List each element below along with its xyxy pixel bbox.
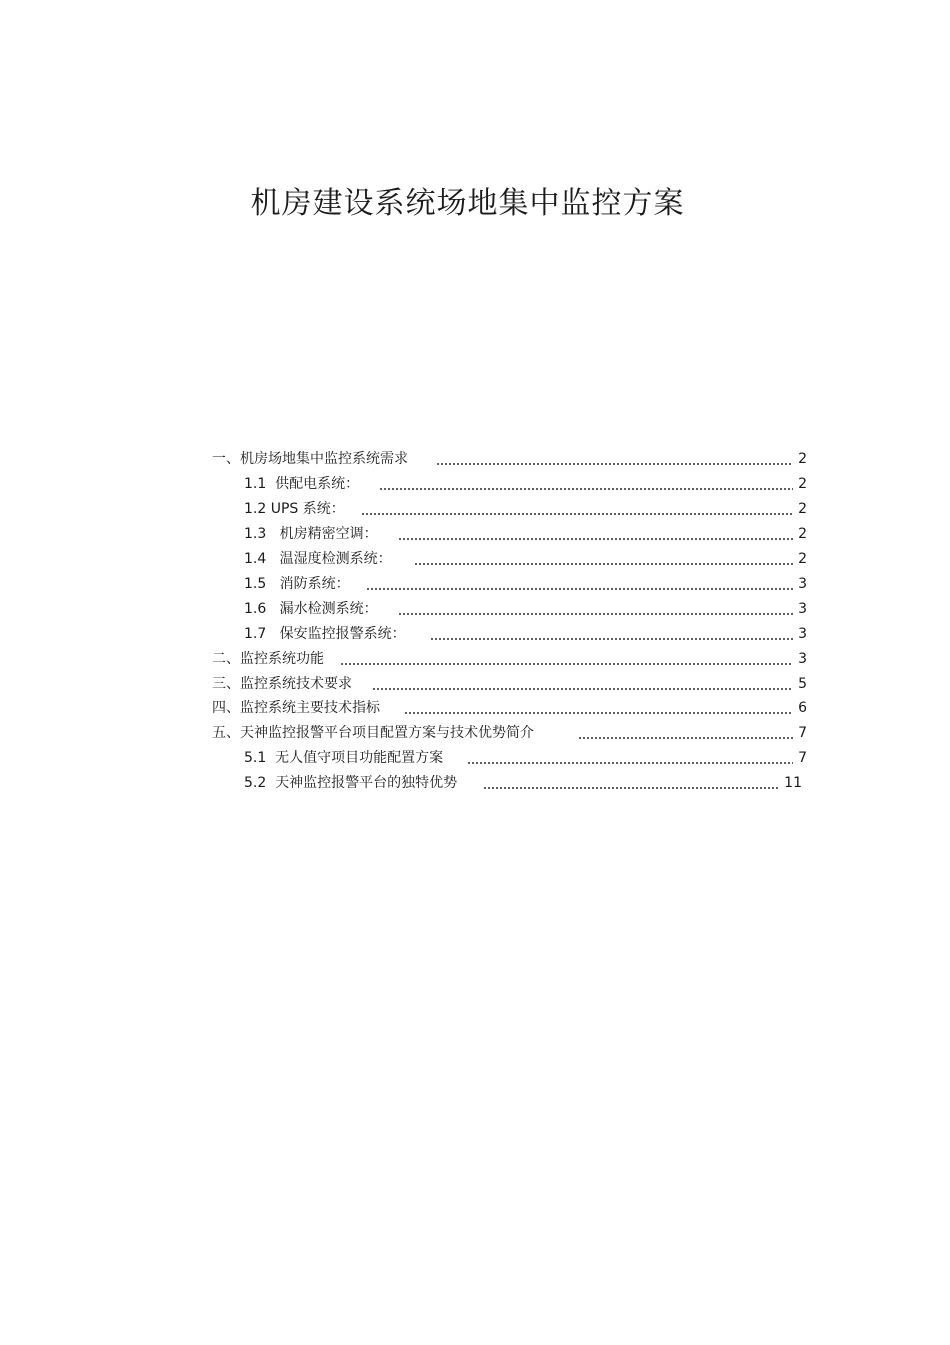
toc-leader-dots [398, 597, 793, 621]
toc-entry-1-4[interactable] [244, 547, 807, 571]
toc-entry-2[interactable] [212, 647, 807, 671]
toc-leader-dots [366, 572, 793, 596]
toc-entry-label: 机房场地集中监控系统需求 [240, 451, 408, 467]
toc-leader-dots [483, 771, 780, 795]
toc-entry-number: 5.2 [244, 775, 276, 791]
toc-entry-number: 1.6 [244, 601, 280, 617]
toc-entry-number: 1.5 [244, 576, 280, 592]
toc-entry-3[interactable] [212, 672, 807, 696]
toc-entry-page: 2 [798, 526, 807, 542]
toc-entry-page: 7 [798, 750, 807, 766]
toc-entry-page: 2 [798, 451, 807, 467]
toc-entry-number: 三、 [212, 676, 240, 692]
toc-entry-label: 供配电系统： [275, 476, 360, 492]
toc-entry-page: 2 [798, 551, 807, 567]
toc-entry-label: 保安监控报警系统： [279, 626, 406, 642]
toc-entry-5-2[interactable] [244, 771, 802, 795]
toc-leader-dots [340, 647, 793, 671]
toc-leader-dots [467, 746, 793, 770]
toc-entry-label: 监控系统功能 [240, 651, 324, 667]
toc-entry-page: 3 [798, 651, 807, 667]
toc-entry-label: 温湿度检测系统： [279, 551, 392, 567]
toc-leader-dots [398, 522, 793, 546]
toc-leader-dots [578, 721, 793, 745]
toc-entry-label: UPS 系统： [270, 501, 345, 517]
toc-entry-label: 天神监控报警平台项目配置方案与技术优势简介 [240, 725, 534, 741]
toc-entry-page: 7 [798, 725, 807, 741]
toc-entry-number: 5.1 [244, 750, 276, 766]
toc-entry-label: 监控系统技术要求 [240, 676, 352, 692]
toc-leader-dots [430, 622, 793, 646]
toc-entry-page: 11 [784, 775, 802, 791]
toc-entry-label: 天神监控报警平台的独特优势 [275, 775, 458, 791]
document-title: 机房建设系统场地集中监控方案 [250, 186, 685, 221]
toc-entry-number: 一、 [212, 451, 240, 467]
toc-leader-dots [361, 497, 793, 521]
toc-entry-page: 3 [798, 626, 807, 642]
toc-entry-1-5[interactable] [244, 572, 807, 596]
toc-leader-dots [372, 672, 793, 696]
toc-entry-4[interactable] [212, 696, 807, 720]
toc-entry-1-6[interactable] [244, 597, 807, 621]
toc-entry-1-3[interactable] [244, 522, 807, 546]
toc-entry-1-2[interactable] [244, 497, 807, 521]
toc-leader-dots [379, 472, 793, 496]
toc-entry-label: 消防系统： [279, 576, 350, 592]
toc-leader-dots [404, 696, 793, 720]
toc-entry-number: 1.2 [244, 501, 271, 517]
toc-entry-page: 6 [798, 700, 807, 716]
toc-entry-number: 五、 [212, 725, 240, 741]
toc-leader-dots [436, 447, 793, 471]
toc-entry-page: 3 [798, 601, 807, 617]
toc-entry-number: 1.4 [244, 551, 280, 567]
toc-entry-page: 2 [798, 476, 807, 492]
toc-entry-number: 1.7 [244, 626, 280, 642]
toc-entry-label: 漏水检测系统： [279, 601, 378, 617]
toc-entry-5-1[interactable] [244, 746, 807, 770]
toc-entry-label: 监控系统主要技术指标 [240, 700, 380, 716]
toc-entry-number: 四、 [212, 700, 240, 716]
toc-entry-number: 1.1 [244, 476, 276, 492]
toc-entry-page: 3 [798, 576, 807, 592]
toc-entry-number: 二、 [212, 651, 240, 667]
toc-entry-label: 无人值守项目功能配置方案 [275, 750, 444, 766]
toc-entry-number: 1.3 [244, 526, 280, 542]
toc-entry-page: 5 [798, 676, 807, 692]
toc-entry-1-7[interactable] [244, 622, 807, 646]
toc-entry-1[interactable] [212, 447, 807, 471]
toc-entry-label: 机房精密空调： [279, 526, 378, 542]
toc-entry-1-1[interactable] [244, 472, 807, 496]
toc-leader-dots [414, 547, 793, 571]
toc-entry-page: 2 [798, 501, 807, 517]
toc-entry-5[interactable] [212, 721, 807, 745]
